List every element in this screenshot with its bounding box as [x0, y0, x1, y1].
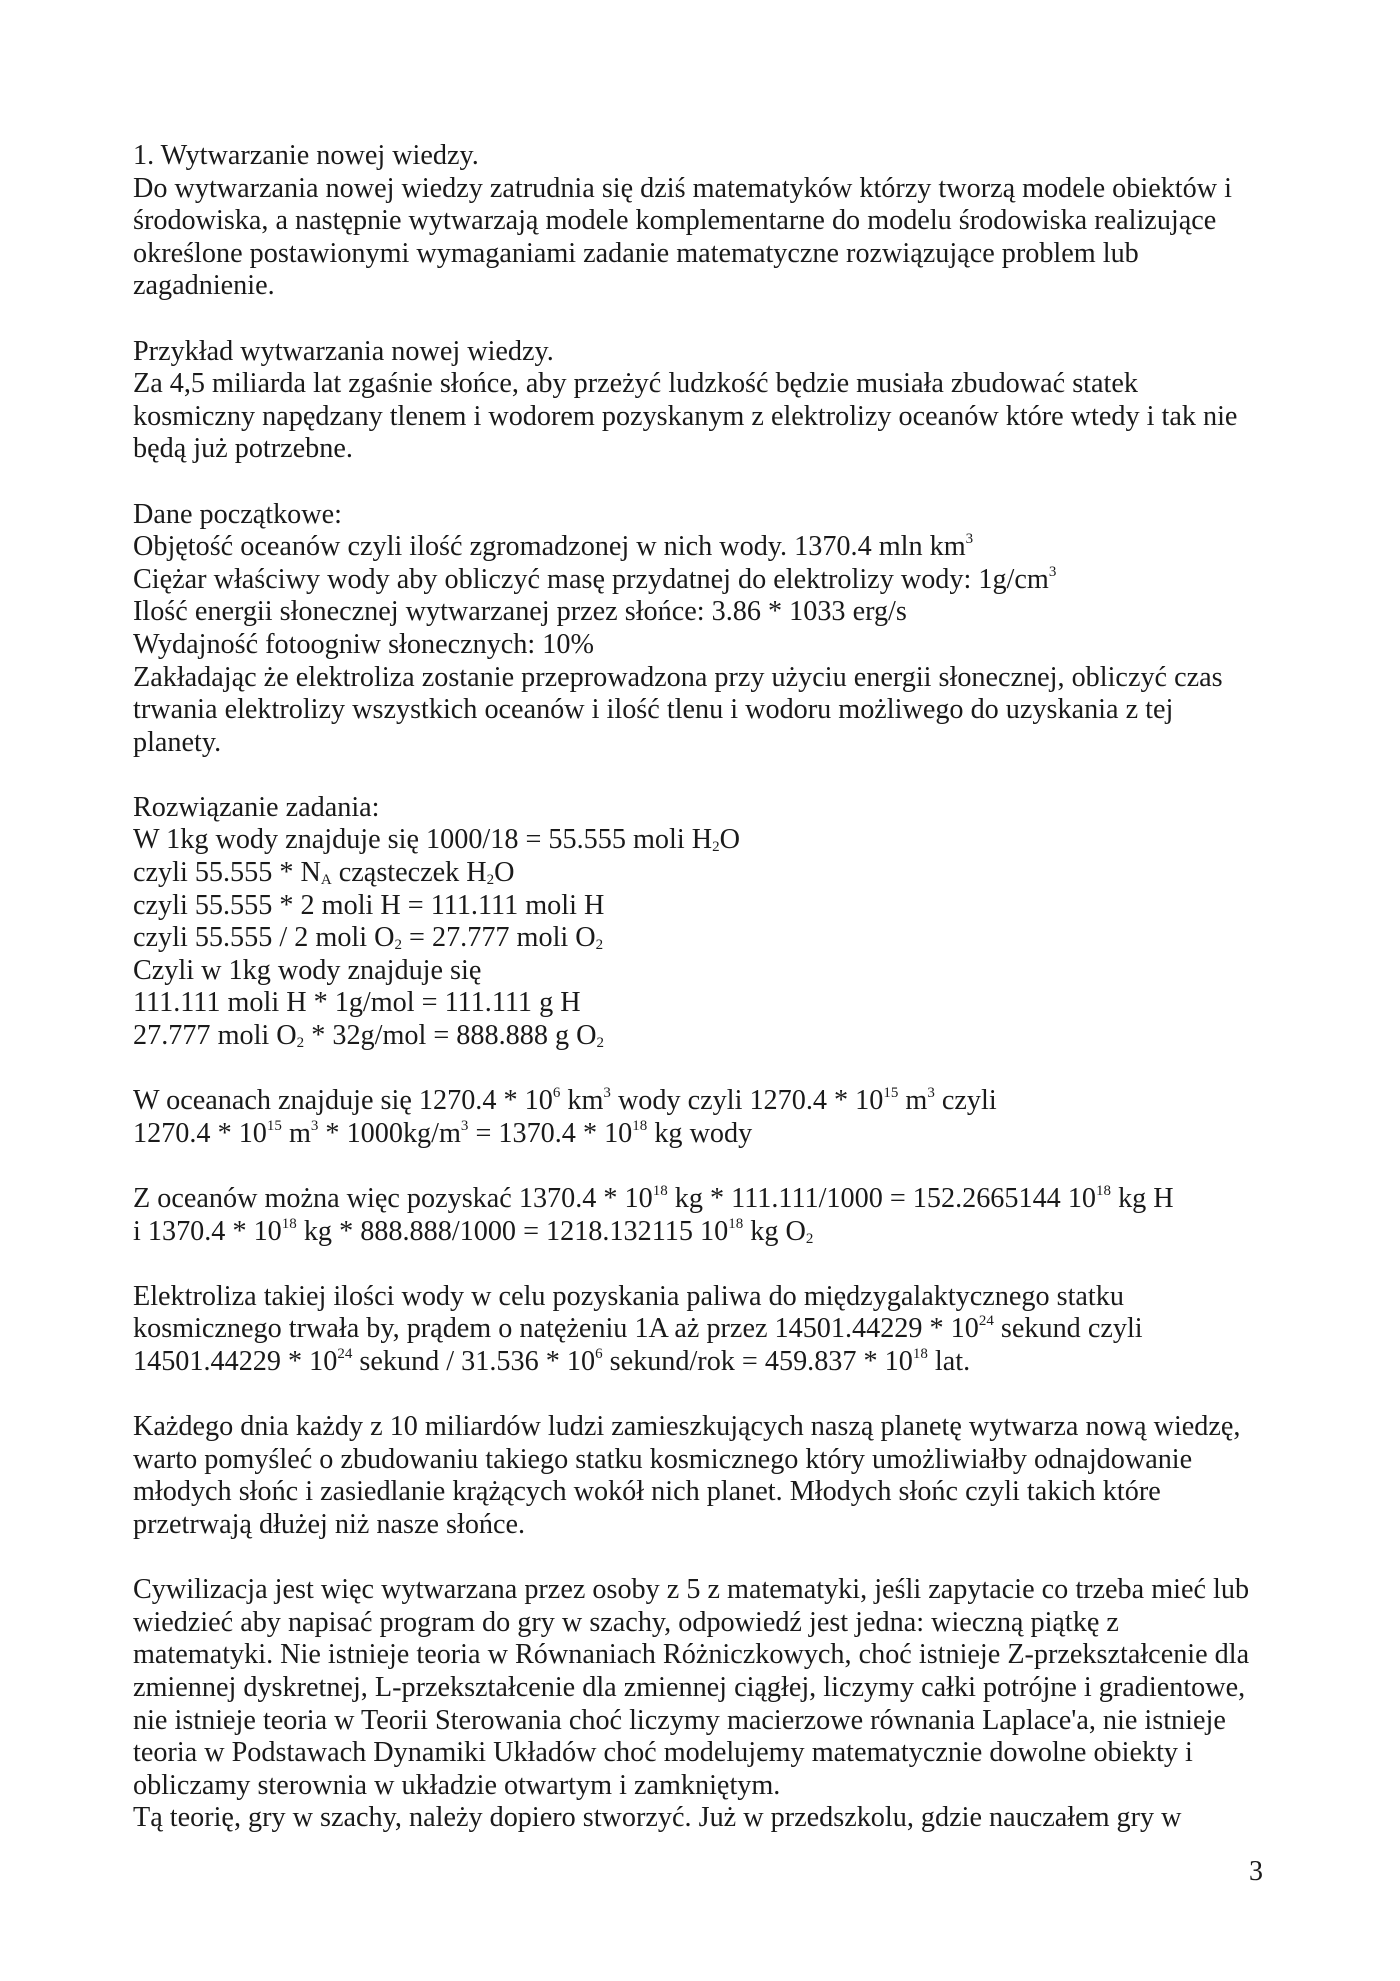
text-line [133, 433, 1283, 466]
text-line [133, 1509, 1283, 1542]
text-run: m [898, 1085, 928, 1117]
text-run: wody czyli 1270.4 * 10 [610, 1085, 884, 1117]
blank-line [133, 1248, 1283, 1281]
text-line [133, 1476, 1283, 1509]
text-line [133, 1802, 1283, 1835]
text-line [133, 1020, 1283, 1053]
blank-line [133, 466, 1283, 499]
text-run: sekund/rok = 459.837 * 10 [602, 1345, 913, 1377]
superscript: 3 [603, 1085, 611, 1102]
blank-line [133, 759, 1283, 792]
text-run: kg * 888.888/1000 = 1218.132115 10 [296, 1215, 729, 1247]
subscript: A [320, 872, 332, 889]
text-run: Elektroliza takiej ilości wody w celu pozyskania paliwa do międzygalaktycznego statku [133, 1280, 1124, 1312]
text-run: określone postawionymi wymaganiami zadanie matematyczne rozwiązujące problem lub [133, 237, 1139, 269]
text-line [133, 1183, 1283, 1216]
blank-line [133, 1542, 1283, 1575]
text-line [133, 1411, 1283, 1444]
superscript: 18 [281, 1215, 297, 1232]
text-run: * 1000kg/m [318, 1117, 461, 1149]
text-line [133, 336, 1283, 369]
text-line [133, 1639, 1283, 1672]
text-line [133, 1574, 1283, 1607]
subscript: 2 [394, 937, 402, 954]
superscript: 18 [728, 1215, 744, 1232]
text-run: = 27.777 moli O [402, 922, 596, 954]
text-run: Cywilizacja jest więc wytwarzana przez osoby z 5 z matematyki, jeśli zapytacie co trzeba mieć lub [133, 1574, 1250, 1606]
blank-line [133, 1150, 1283, 1183]
text-run: kosmicznego trwała by, prądem o natężeniu 1A aż przez 14501.44229 * 10 [133, 1313, 979, 1345]
text-run: W oceanach znajduje się 1270.4 * 10 [133, 1085, 553, 1117]
text-line [133, 596, 1283, 629]
text-line [133, 401, 1283, 434]
document-body [133, 140, 1283, 1835]
text-line [133, 1085, 1283, 1118]
text-run: czyli 55.555 / 2 moli O [133, 922, 395, 954]
text-run: O [719, 824, 740, 856]
subscript: 2 [596, 1035, 604, 1052]
text-run: * 32g/mol = 888.888 g O [304, 1020, 597, 1052]
text-line [133, 694, 1283, 727]
text-line [133, 205, 1283, 238]
page-number: 3 [1249, 1856, 1263, 1887]
text-run: kg H [1111, 1183, 1174, 1214]
text-run: zagadnienie. [133, 270, 275, 302]
text-run: 1270.4 * 10 [133, 1117, 267, 1149]
text-run: sekund / 31.536 * 10 [352, 1345, 596, 1377]
text-run: Tą teorię, gry w szachy, należy dopiero stworzyć. Już w przedszkolu, gdzie nauczałem gry w [133, 1802, 1182, 1834]
text-line [133, 270, 1283, 303]
text-run: Wydajność fotoogniw słonecznych: 10% [133, 628, 594, 660]
text-run: Z oceanów można więc pozyskać 1370.4 * 10 [133, 1183, 653, 1214]
text-line [133, 173, 1283, 206]
text-run: kg * 111.111/1000 = 152.2665144 10 [667, 1183, 1097, 1214]
subscript: 2 [805, 1230, 814, 1247]
text-line [133, 1444, 1283, 1477]
text-run: młodych słońc i zasiedlanie krążących wokół nich planet. Młodych słońc czyli takich które [133, 1476, 1161, 1508]
text-run: Każdego dnia każdy z 10 miliardów ludzi zamieszkujących naszą planetę wytwarza nową wiedzę, [133, 1411, 1241, 1443]
text-run: 14501.44229 * 10 [133, 1345, 338, 1377]
text-line [133, 368, 1283, 401]
superscript: 6 [552, 1085, 561, 1102]
text-run: m [281, 1117, 311, 1149]
text-run: Objętość oceanów czyli ilość zgromadzonej w nich wody. 1370.4 mln km [133, 531, 966, 563]
text-run: 27.777 moli O [133, 1020, 297, 1052]
superscript: 15 [266, 1117, 282, 1134]
text-run: Czyli w 1kg wody znajduje się [133, 954, 482, 986]
text-run: km [560, 1085, 604, 1117]
superscript: 18 [652, 1183, 668, 1199]
blank-line [133, 1379, 1283, 1412]
blank-line [133, 1053, 1283, 1086]
text-line [133, 1770, 1283, 1803]
blank-line [133, 303, 1283, 336]
text-line [133, 1737, 1283, 1770]
text-run: = 1370.4 * 10 [468, 1117, 633, 1149]
text-line [133, 792, 1283, 825]
text-run: nie istnieje teoria w Teorii Sterowania choć liczymy macierzowe równania Laplace'a, nie istnieje [133, 1704, 1226, 1736]
subscript: 2 [712, 839, 720, 856]
superscript: 6 [595, 1345, 603, 1362]
text-run: sekund czyli [993, 1313, 1143, 1345]
text-run: Rozwiązanie zadania: [133, 791, 380, 823]
text-line [133, 1705, 1283, 1738]
superscript: 3 [460, 1117, 469, 1134]
text-run: Zakładając że elektroliza zostanie przeprowadzona przy użyciu energii słonecznej, obliczyć czas [133, 661, 1223, 693]
text-line [133, 727, 1283, 760]
superscript: 15 [883, 1085, 899, 1102]
subscript: 2 [595, 937, 604, 954]
text-run: zmiennej dyskretnej, L-przekształcenie dla zmiennej ciągłej, liczymy całki potrójne i gradientowe, [133, 1671, 1246, 1703]
text-run: Dane początkowe: [133, 498, 342, 530]
superscript: 3 [927, 1085, 935, 1102]
text-line [133, 564, 1283, 597]
superscript: 18 [912, 1345, 928, 1362]
text-line [133, 824, 1283, 857]
text-line [133, 1313, 1283, 1346]
text-line [133, 1672, 1283, 1705]
superscript: 18 [632, 1117, 648, 1134]
superscript: 24 [337, 1345, 353, 1362]
text-line [133, 1346, 1283, 1379]
superscript: 3 [310, 1117, 319, 1134]
superscript: 24 [978, 1313, 994, 1330]
text-run: Ilość energii słonecznej wytwarzanej przez słońce: 3.86 * 1033 erg/s [133, 596, 907, 628]
text-run: i 1370.4 * 10 [133, 1215, 282, 1247]
text-run: wiedzieć aby napisać program do gry w szachy, odpowiedź jest jedna: wieczną piątkę z [133, 1606, 1119, 1638]
text-run: Ciężar właściwy wody aby obliczyć masę przydatnej do elektrolizy wody: 1g/cm [133, 563, 1049, 595]
text-run: cząsteczek H [331, 857, 487, 889]
subscript: 2 [296, 1035, 305, 1052]
text-line [133, 857, 1283, 890]
text-run: kg O [743, 1215, 806, 1247]
text-run: matematyki. Nie istnieje teoria w Równaniach Różniczkowych, choć istnieje Z-przekształcenie dla [133, 1639, 1250, 1671]
text-run: kosmiczny napędzany tlenem i wodorem pozyskanym z elektrolizy oceanów które wtedy i tak nie [133, 400, 1238, 432]
text-run: O [494, 857, 515, 889]
text-line [133, 238, 1283, 271]
text-run: czyli [934, 1085, 997, 1117]
text-line [133, 531, 1283, 564]
text-run: obliczamy sterownia w układzie otwartym i zamkniętym. [133, 1769, 781, 1801]
text-run: Przykład wytwarzania nowej wiedzy. [133, 335, 554, 367]
text-run: przetrwają dłużej niż nasze słońce. [133, 1508, 526, 1540]
text-run: 111.111 moli H * 1g/mol = 111.111 g H [133, 987, 581, 1019]
text-run: trwania elektrolizy wszystkich oceanów i ilość tlenu i wodoru możliwego do uzyskania z tej [133, 694, 1174, 726]
text-run: W 1kg wody znajduje się 1000/18 = 55.555 moli H [133, 824, 713, 856]
text-run: kg wody [647, 1117, 753, 1149]
text-run: czyli 55.555 * 2 moli H = 111.111 moli H [133, 889, 605, 921]
text-line [133, 662, 1283, 695]
text-line [133, 987, 1283, 1020]
text-run: planety. [133, 726, 222, 758]
superscript: 3 [965, 531, 974, 548]
text-line [133, 890, 1283, 923]
text-run: środowiska, a następnie wytwarzają modele komplementarne do modelu środowiska realizujące [133, 205, 1217, 237]
text-line [133, 1216, 1283, 1249]
text-run: czyli 55.555 * N [133, 857, 321, 889]
text-run: teoria w Podstawach Dynamiki Układów choć modelujemy matematycznie dowolne obiekty i [133, 1737, 1193, 1769]
text-line [133, 629, 1283, 662]
text-line [133, 1118, 1283, 1151]
text-line [133, 955, 1283, 988]
text-run: warto pomyśleć o zbudowaniu takiego statku kosmicznego który umożliwiałby odnajdowanie [133, 1443, 1193, 1475]
text-line [133, 922, 1283, 955]
text-run: Za 4,5 miliarda lat zgaśnie słońce, aby przeżyć ludzkość będzie musiała zbudować statek [133, 368, 1138, 400]
text-line [133, 140, 1283, 173]
text-run: Do wytwarzania nowej wiedzy zatrudnia się dziś matematyków którzy tworzą modele obiektów i [133, 172, 1232, 204]
text-line [133, 1607, 1283, 1640]
superscript: 18 [1096, 1183, 1112, 1199]
text-run: lat. [927, 1345, 971, 1377]
text-run: będą już potrzebne. [133, 433, 353, 465]
subscript: 2 [486, 872, 495, 889]
text-line [133, 1281, 1283, 1314]
text-line [133, 499, 1283, 532]
text-run: 1. Wytwarzanie nowej wiedzy. [133, 140, 479, 171]
superscript: 3 [1048, 563, 1057, 580]
